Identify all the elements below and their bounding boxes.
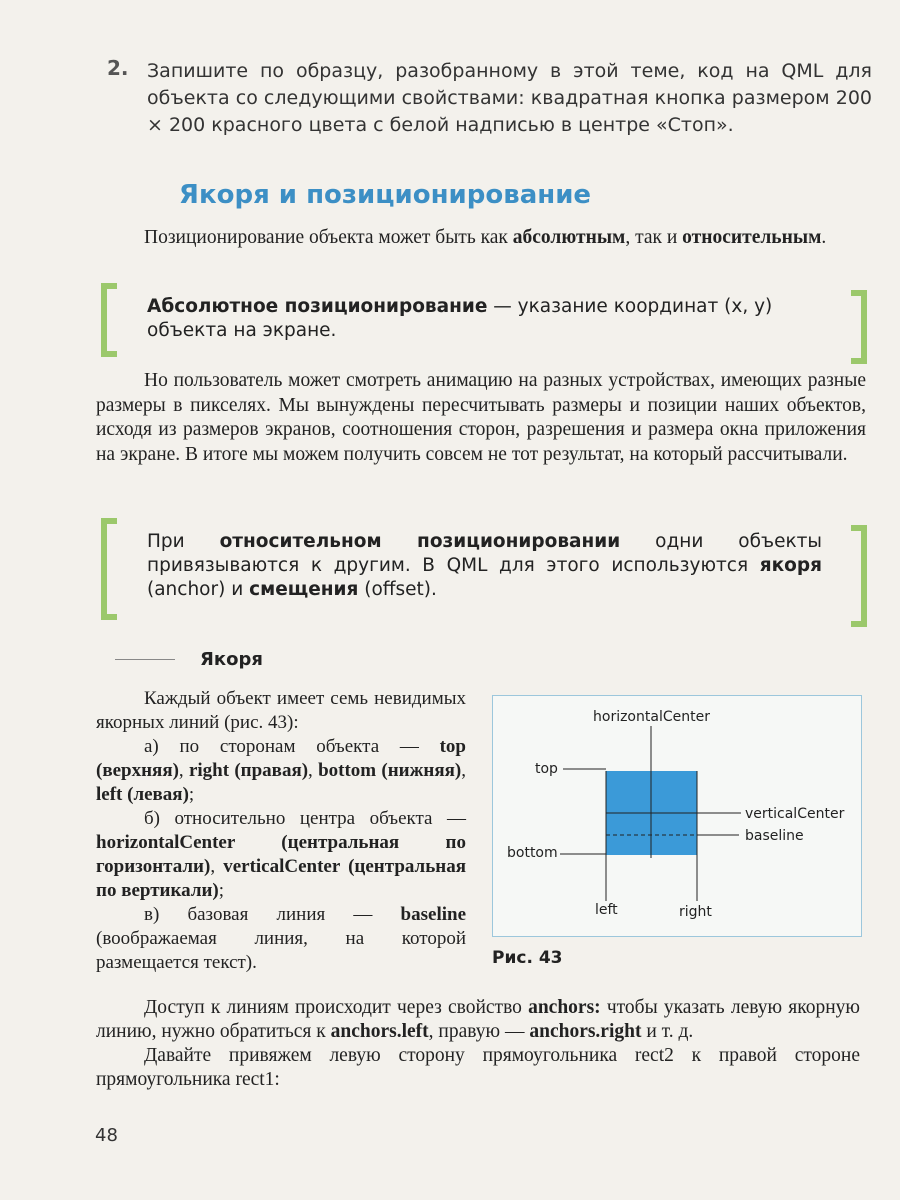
anchors-description bbox=[96, 687, 466, 975]
intro-bold-absolute: абсолютным bbox=[512, 227, 626, 248]
definition2-term: относительном позиционировании bbox=[219, 531, 621, 552]
item-c-end: (воображаемая линия, на которой размещается текст). bbox=[96, 928, 466, 973]
definition2-text-mid2: (anchor) и bbox=[147, 579, 250, 600]
label-bottom: bottom bbox=[507, 845, 558, 861]
definition-term: Абсолютное позиционирование bbox=[147, 296, 488, 317]
anchors-intro: Каждый объект имеет семь невидимых якорных линий (рис. 43): bbox=[96, 688, 466, 733]
intro-text: Позиционирование объекта может быть как bbox=[144, 227, 513, 248]
access-anchors-left: anchors.left bbox=[330, 1021, 429, 1042]
paragraph-devices: Но пользователь может смотреть анимацию на разных устройствах, имеющих разные размеры в пикселях. Мы вынуждены пересчитывать размеры и позиции наших объектов, исходя из размеров экранов, соотношения сторон, разрешения и размера окна приложения на экране. В итоге мы можем получить совсем не тот результат, на который рассчитывали. bbox=[96, 370, 866, 465]
bottom-text bbox=[96, 996, 860, 1092]
anchors-item-b bbox=[96, 807, 466, 903]
definition-relative bbox=[147, 530, 822, 602]
task-number: 2. bbox=[107, 56, 129, 80]
page-number: 48 bbox=[95, 1125, 118, 1146]
definition-text: — указание координат (x, y) объекта на экране. bbox=[147, 296, 773, 341]
access-text-end: и т. д. bbox=[641, 1021, 694, 1042]
bracket-left bbox=[101, 283, 117, 357]
item-b-horizontal: horizontalCenter (центральная по горизонтали) bbox=[96, 832, 466, 877]
item-a-bottom: bottom (нижняя) bbox=[318, 760, 462, 781]
access-anchors-right: anchors.right bbox=[529, 1021, 642, 1042]
bracket-left-2 bbox=[101, 518, 117, 620]
paragraph-bind-rects: Давайте привяжем левую сторону прямоугольника rect2 к правой стороне прямоугольника rect1: bbox=[96, 1045, 860, 1090]
definition2-bold-anchors: якоря bbox=[759, 555, 822, 576]
intro-paragraph bbox=[96, 226, 866, 251]
item-b-sep: , bbox=[210, 856, 224, 877]
section-title-text: Якоря и позиционирование bbox=[178, 180, 592, 210]
item-a-sep1: , bbox=[178, 760, 189, 781]
label-baseline: baseline bbox=[745, 828, 804, 844]
access-text: Доступ к линиям происходит через свойство bbox=[144, 997, 529, 1018]
item-b-text: б) относительно центра объекта — bbox=[144, 808, 466, 829]
intro-bold-relative: относительным bbox=[682, 227, 822, 248]
definition2-text-end: (offset). bbox=[358, 579, 437, 600]
anchors-diagram-svg bbox=[493, 696, 861, 936]
bracket-right bbox=[851, 290, 867, 364]
item-a-sep2: , bbox=[308, 760, 319, 781]
item-a-left: left (левая) bbox=[96, 784, 189, 805]
label-right: right bbox=[679, 904, 712, 920]
item-a-top: top (верхняя) bbox=[96, 736, 466, 781]
item-c-baseline: baseline bbox=[400, 904, 466, 925]
item-a-sep3: , bbox=[461, 760, 466, 781]
anchors-item-c bbox=[96, 903, 466, 975]
item-c-text: в) базовая линия — bbox=[144, 904, 401, 925]
label-horizontal-center: horizontalCenter bbox=[593, 709, 710, 725]
item-b-vertical: verticalCenter (центральная по вертикали) bbox=[96, 856, 466, 901]
label-vertical-center: verticalCenter bbox=[745, 806, 845, 822]
item-a-text: а) по сторонам объекта — bbox=[144, 736, 440, 757]
intro-text-mid: , так и bbox=[625, 227, 683, 248]
section-title bbox=[0, 180, 900, 210]
bracket-right-2 bbox=[851, 525, 867, 627]
figure-anchors-diagram bbox=[492, 695, 862, 937]
definition2-bold-offsets: смещения bbox=[249, 579, 359, 600]
task-text: Запишите по образцу, разобранному в этой теме, код на QML для объекта со следующими свойствами: квадратная кнопка размером 200 × 200 красного цвета с белой надписью в центре «Стоп». bbox=[147, 60, 872, 136]
definition2-text: При bbox=[147, 531, 220, 552]
subsection-rule bbox=[115, 659, 175, 660]
label-left: left bbox=[595, 902, 618, 918]
access-anchors: anchors: bbox=[528, 997, 601, 1018]
paragraph-access bbox=[96, 996, 860, 1044]
anchors-item-a bbox=[96, 735, 466, 807]
access-text-mid: чтобы указать левую якорную линию, нужно обратиться к bbox=[96, 997, 860, 1042]
figure-caption: Рис. 43 bbox=[492, 948, 563, 968]
definition2-text-mid: одни объекты привязываются к другим. В QML для этого используются bbox=[147, 531, 823, 576]
item-a-end: ; bbox=[188, 784, 195, 805]
access-text-mid2: , правую — bbox=[428, 1021, 530, 1042]
label-top: top bbox=[535, 761, 558, 777]
definition-absolute bbox=[147, 295, 837, 343]
subsection-title: Якоря bbox=[200, 649, 263, 670]
item-b-end: ; bbox=[218, 880, 225, 901]
item-a-right: right (правая) bbox=[188, 760, 309, 781]
intro-text-end: . bbox=[821, 227, 827, 248]
